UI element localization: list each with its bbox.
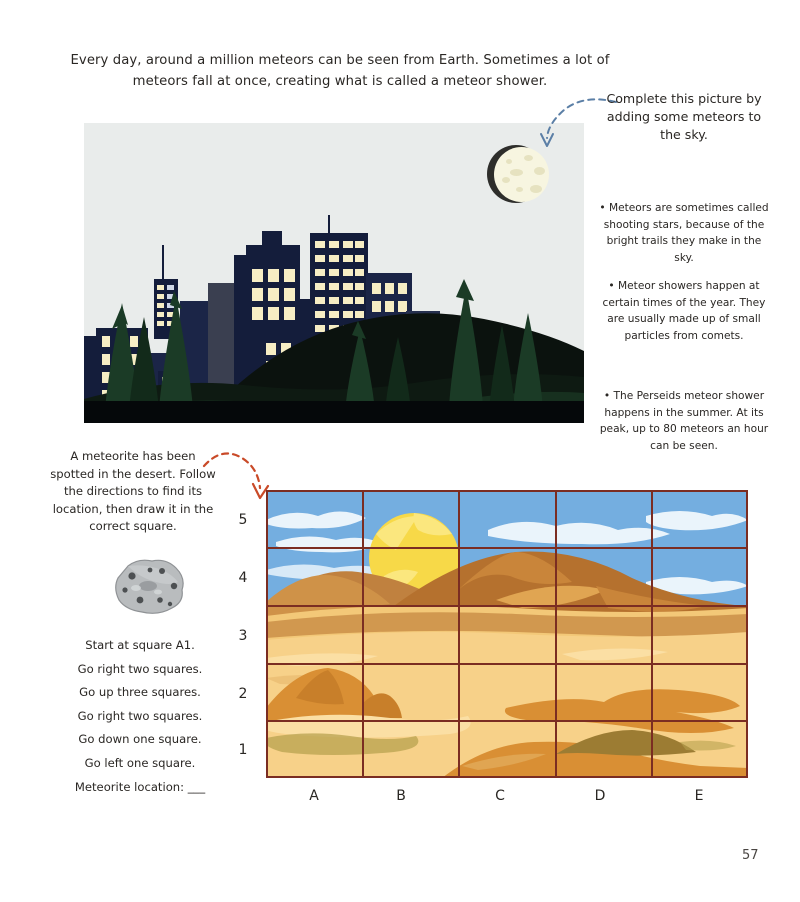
antenna <box>328 215 330 235</box>
moon-crater <box>524 155 533 161</box>
grid-row-label: 5 <box>238 512 248 528</box>
foreground-ground <box>84 401 584 423</box>
grid-column-label: E <box>694 788 704 804</box>
direction-step: Go down one square. <box>78 732 202 747</box>
moon-crater <box>506 159 512 164</box>
page-headline: Every day, around a million meteors can be seen from Earth. Sometimes a lot of meteors fall at once, creating what is called a meteor shower. <box>70 53 610 89</box>
grid-row-label: 1 <box>238 742 248 758</box>
grid-column-label: A <box>309 788 319 804</box>
direction-step: Go right two squares. <box>77 708 203 723</box>
direction-step: Go right two squares. <box>77 661 203 676</box>
meteorite-rock-icon <box>112 556 188 618</box>
grid-border <box>266 490 748 778</box>
grid-row-label: 2 <box>238 686 248 702</box>
direction-list <box>50 634 230 799</box>
moon-crater <box>516 187 523 192</box>
callout-complete-picture: Complete this picture by adding some meteors to the sky. <box>606 91 762 142</box>
building-top <box>262 231 282 253</box>
desert-grid[interactable] <box>266 490 748 778</box>
page-number: 57 <box>742 848 759 863</box>
moon-crater <box>534 167 545 175</box>
fact-item: • Meteors are sometimes called shooting stars, because of the bright trails they make in the sky. <box>599 202 769 264</box>
fact-item: • Meteor showers happen at certain times of the year. They are usually made up of small particles from comets. <box>602 280 766 342</box>
grid-row-label: 4 <box>238 570 248 586</box>
grid-column-label: D <box>594 788 606 804</box>
moon-crater <box>530 185 542 193</box>
answer-blank[interactable]: Meteorite location: ___ <box>74 779 206 794</box>
moon-crater <box>502 177 510 183</box>
fact-item: • The Perseids meteor shower happens in the summer. At its peak, up to 80 meteors an hour can be seen. <box>599 390 769 452</box>
direction-step: Go left one square. <box>84 755 196 770</box>
moon <box>487 145 549 207</box>
city-night-illustration[interactable] <box>84 123 584 423</box>
pine-trees <box>84 263 584 423</box>
grid-column-label: B <box>396 788 406 804</box>
grid-row-label: 3 <box>238 628 248 644</box>
moon-crater <box>510 169 523 176</box>
meteorite-instructions: A meteorite has been spotted in the desert. Follow the directions to find its location, then draw it in the correct square. <box>50 449 216 533</box>
moon-surface <box>494 147 549 202</box>
grid-column-label: C <box>495 788 505 804</box>
direction-step: Start at square A1. <box>85 638 195 652</box>
direction-step: Go up three squares. <box>79 685 201 700</box>
